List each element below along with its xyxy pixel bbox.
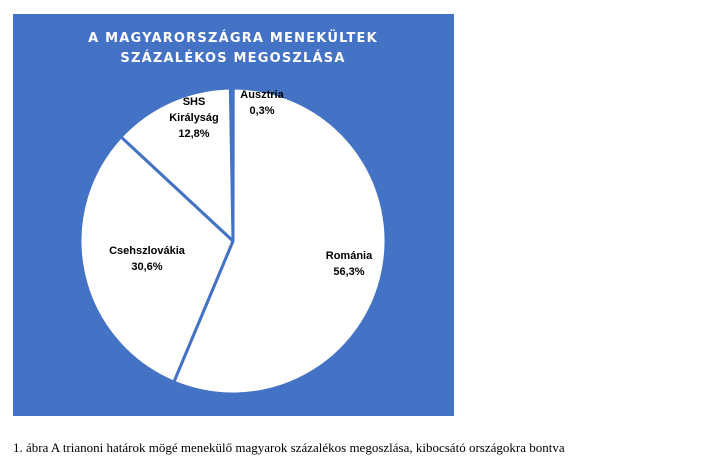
figure-caption: 1. ábra A trianoni határok mögé menekülő magyarok százalékos megoszlása, kibocsátó országokra bontva <box>13 440 565 455</box>
slice-category-label: Románia <box>325 250 373 262</box>
slice-value-label: 0,3% <box>249 105 275 117</box>
slice-category-label: Csehszlovákia <box>109 245 185 257</box>
slice-value-label: 12,8% <box>178 128 210 140</box>
slice-category-label: SHS <box>182 96 206 108</box>
slice-value-label: 56,3% <box>333 266 365 278</box>
chart-title-line-2: SZÁZALÉKOS MEGOSZLÁSA <box>120 51 346 66</box>
chart-title-line-1: A MAGYARORSZÁGRA MENEKÜLTEK <box>88 31 378 46</box>
slice-value-label: 30,6% <box>131 261 163 273</box>
slice-category-label: Ausztria <box>240 89 284 101</box>
slice-category-label: Királyság <box>169 112 219 124</box>
chart-panel <box>13 14 454 416</box>
pie-slices <box>80 88 386 394</box>
pie-chart <box>13 14 454 416</box>
